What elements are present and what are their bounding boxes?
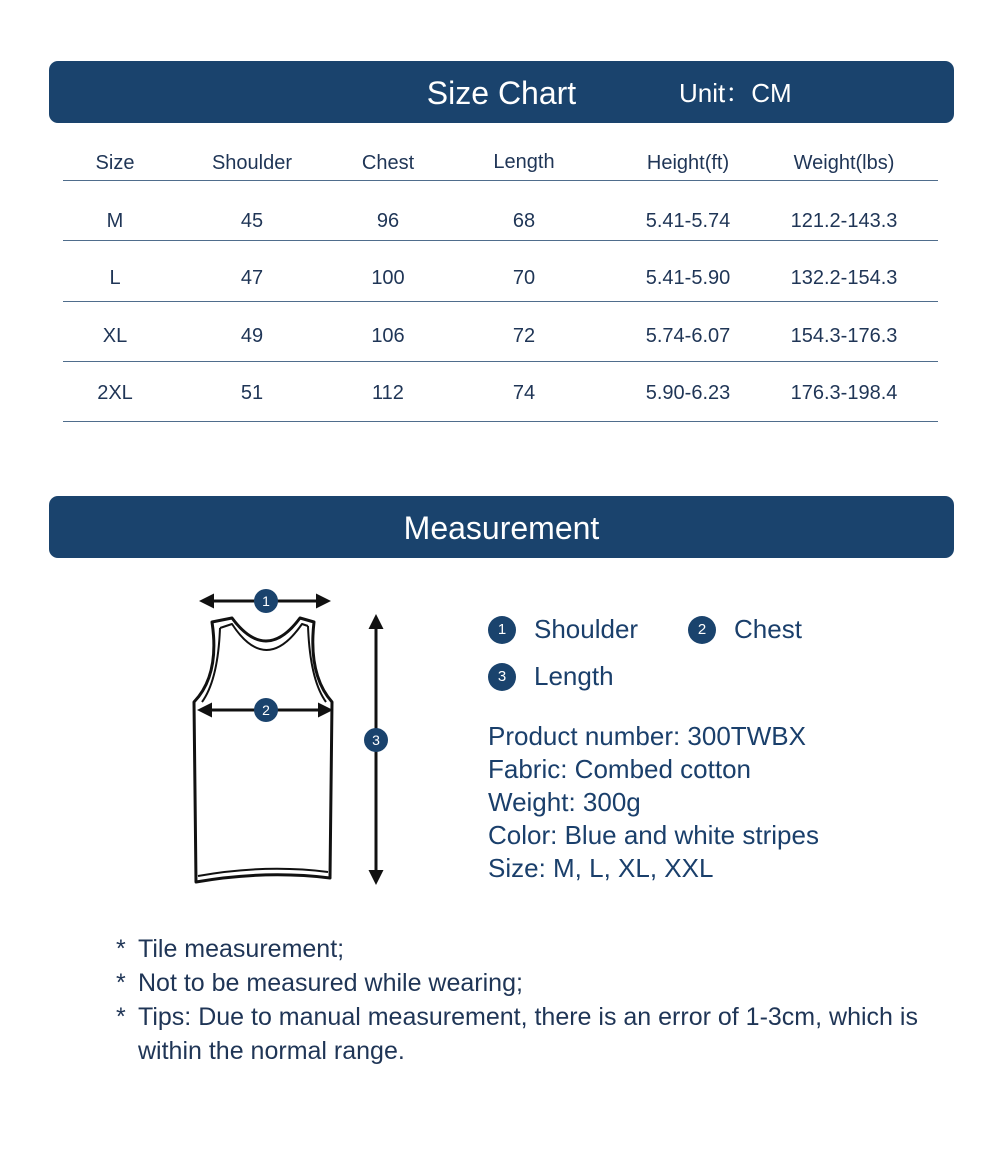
size-chart-title: Size Chart bbox=[426, 75, 577, 111]
notes-list bbox=[116, 932, 956, 1068]
cell-chest: 106 bbox=[371, 325, 405, 347]
cell-shoulder: 49 bbox=[240, 325, 264, 347]
col-header-height: Height(ft) bbox=[646, 152, 730, 174]
table-divider bbox=[63, 301, 938, 302]
cell-chest: 112 bbox=[372, 382, 404, 404]
cell-length: 74 bbox=[512, 382, 536, 404]
legend-label: Length bbox=[534, 661, 614, 691]
cell-height: 5.74-6.07 bbox=[645, 325, 731, 347]
spec-size: Size: M, L, XL, XXL bbox=[488, 853, 714, 883]
cell-shoulder: 45 bbox=[240, 210, 264, 232]
legend-label: Chest bbox=[734, 614, 802, 644]
cell-size: L bbox=[109, 267, 121, 289]
cell-shoulder: 51 bbox=[240, 382, 264, 404]
col-header-size: Size bbox=[95, 152, 135, 174]
cell-weight: 121.2-143.3 bbox=[790, 210, 898, 232]
size-chart-banner bbox=[49, 61, 954, 123]
cell-length: 68 bbox=[512, 210, 536, 232]
number-badge: 3 bbox=[488, 663, 516, 691]
note-text: Tips: Due to manual measurement, there is an error of 1-3cm, which is within the normal range. bbox=[138, 1003, 918, 1065]
cell-size: XL bbox=[102, 325, 128, 347]
legend-item-length bbox=[488, 661, 614, 692]
table-divider bbox=[63, 240, 938, 241]
cell-weight: 176.3-198.4 bbox=[790, 382, 898, 404]
col-header-length: Length bbox=[493, 151, 555, 173]
cell-shoulder: 47 bbox=[240, 267, 264, 289]
cell-weight: 132.2-154.3 bbox=[790, 267, 898, 289]
cell-length: 72 bbox=[512, 325, 536, 347]
spec-color: Color: Blue and white stripes bbox=[488, 820, 819, 850]
note-item bbox=[116, 966, 956, 1000]
table-divider bbox=[63, 361, 938, 362]
table-divider bbox=[63, 180, 938, 181]
cell-size: 2XL bbox=[97, 382, 133, 404]
legend-label: Shoulder bbox=[534, 614, 639, 644]
legend-item-shoulder bbox=[488, 614, 638, 645]
spec-product-number: Product number: 300TWBX bbox=[488, 721, 806, 751]
table-divider bbox=[63, 421, 938, 422]
cell-height: 5.41-5.74 bbox=[645, 210, 731, 232]
col-header-chest: Chest bbox=[361, 152, 415, 174]
cell-chest: 100 bbox=[371, 267, 405, 289]
cell-weight: 154.3-176.3 bbox=[790, 325, 898, 347]
note-item bbox=[116, 1000, 956, 1068]
cell-size: M bbox=[106, 210, 124, 232]
tank-top-diagram bbox=[180, 580, 420, 900]
note-item bbox=[116, 932, 956, 966]
cell-height: 5.41-5.90 bbox=[645, 267, 731, 289]
number-badge: 2 bbox=[688, 616, 716, 644]
note-text: Not to be measured while wearing; bbox=[138, 969, 523, 997]
cell-length: 70 bbox=[512, 267, 536, 289]
cell-height: 5.90-6.23 bbox=[645, 382, 731, 404]
note-marker: * bbox=[116, 969, 126, 997]
cell-chest: 96 bbox=[376, 210, 400, 232]
measurement-banner bbox=[49, 496, 954, 558]
note-marker: * bbox=[116, 1003, 126, 1031]
svg-text:3: 3 bbox=[372, 732, 380, 748]
tank-top-outline-icon bbox=[194, 618, 332, 882]
spec-weight: Weight: 300g bbox=[488, 787, 641, 817]
unit-label: Unit：CM bbox=[679, 78, 792, 108]
legend-item-chest bbox=[688, 614, 802, 645]
svg-text:2: 2 bbox=[262, 702, 270, 718]
number-badge: 1 bbox=[488, 616, 516, 644]
note-marker: * bbox=[116, 935, 126, 963]
col-header-weight: Weight(lbs) bbox=[793, 152, 895, 174]
svg-text:1: 1 bbox=[262, 593, 270, 609]
spec-fabric: Fabric: Combed cotton bbox=[488, 754, 752, 784]
col-header-shoulder: Shoulder bbox=[211, 152, 293, 174]
measurement-title: Measurement bbox=[403, 510, 600, 546]
note-text: Tile measurement; bbox=[138, 935, 345, 963]
